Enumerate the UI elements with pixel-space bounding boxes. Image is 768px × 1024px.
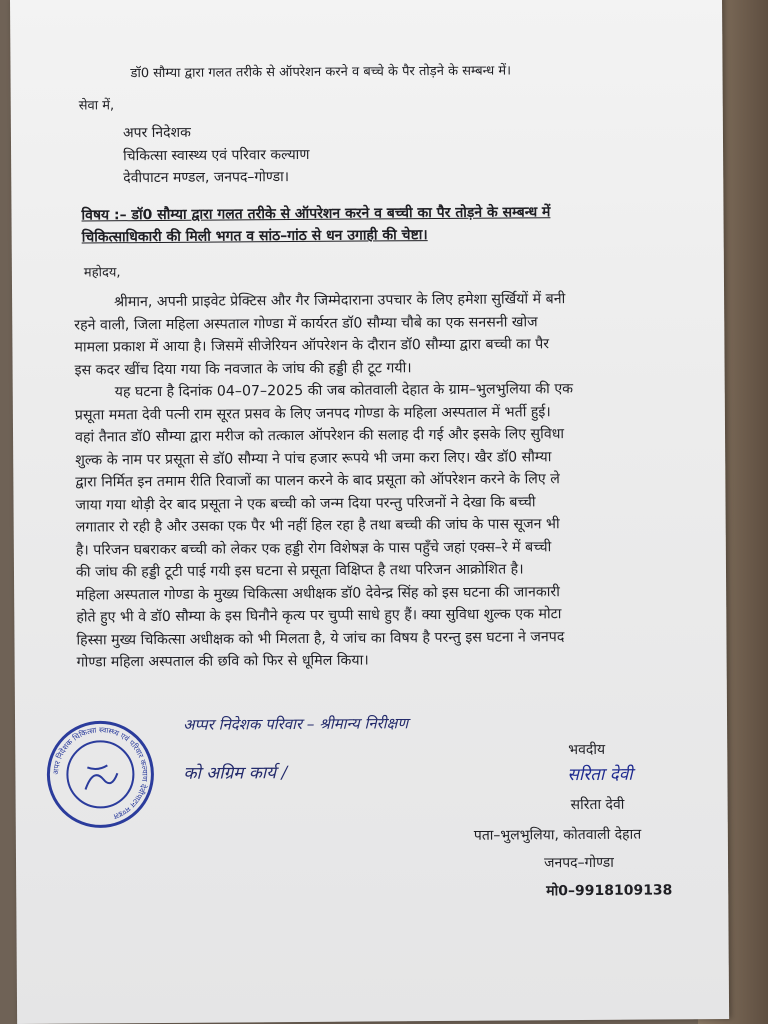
recipient-line-2: चिकित्सा स्वास्थ्य एवं परिवार कल्याण bbox=[123, 146, 310, 165]
body-line: होते हुए भी वे डॉ0 सौम्या के इस घिनौने कृत्य पर चुप्पी साधे हुए हैं। क्या सुविधा शुल्क एक मोटा bbox=[76, 606, 562, 626]
sender-district: जनपद–गोण्डा bbox=[543, 854, 614, 872]
to-label: सेवा में, bbox=[78, 98, 115, 114]
stamp-ring-text: अपर निदेशक चिकित्सा स्वास्थ्य एवं परिवार कल्याण देवीपाटन मण्डल bbox=[51, 725, 150, 822]
subject-block bbox=[81, 200, 691, 248]
body-line: गोण्डा महिला अस्पताल की छवि को फिर से धूमिल किया। bbox=[76, 652, 369, 671]
recipient-line-1: अपर निदेशक bbox=[122, 124, 191, 142]
letter-heading: डॉ0 सौम्या द्वारा गलत तरीके से ऑपरेशन करने व बच्चे के पैर तोड़ने के सम्बन्ध में। bbox=[130, 63, 512, 82]
body-line: वहां तैनात डॉ0 सौम्या द्वारा मरीज को तत्काल ऑपरेशन की सलाह दी गई और इसके लिए सुविधा bbox=[75, 426, 565, 446]
body-line: रहने वाली, जिला महिला अस्पताल गोण्डा में कार्यरत डॉ0 सौम्या चौबे का एक सनसनी खोज bbox=[74, 313, 538, 334]
sender-name: सरिता देवी bbox=[570, 796, 625, 814]
letter-page bbox=[10, 0, 729, 1024]
handwritten-endorsement: अप्पर निदेशक परिवार – श्रीमान्य निरीक्षण bbox=[183, 714, 409, 734]
body-line: द्वारा निर्मित इन तमाम रीति रिवाजों का पालन करने के बाद प्रसूता को ऑपरेशन करने के लिए ले bbox=[75, 471, 560, 491]
sender-mobile: मो0–9918109138 bbox=[546, 882, 673, 900]
body-line: लगातार रो रही है और उसका एक पैर भी नहीं हिल रहा है तथा बच्ची की जांघ के पास सूजन भी bbox=[75, 516, 560, 536]
body-line: जाया गया थोड़ी देर बाद प्रसूता ने एक बच्ची को जन्म दिया परन्तु परिजनों ने देखा कि बच्ची bbox=[75, 493, 536, 514]
body-line: महिला अस्पताल गोण्डा के मुख्य चिकित्सा अधीक्षक डॉ0 देवेन्द्र सिंह को इस घटना की जानकारी bbox=[76, 583, 560, 604]
recipient-line-3: देवीपाटन मण्डल, जनपद–गोण्डा। bbox=[123, 169, 290, 187]
subject-line-2: चिकित्साधिकारी की मिली भगत व सांठ–गांठ से धन उगाही की चेष्टा। bbox=[81, 227, 428, 246]
handwritten-instruction: को अग्रिम कार्य / bbox=[183, 763, 288, 784]
sender-address: पता–भुलभुलिया, कोतवाली देहात bbox=[473, 826, 642, 844]
closing: भवदीय bbox=[568, 741, 606, 759]
official-stamp bbox=[45, 719, 156, 830]
body-line: शुल्क के नाम पर प्रसूता से डॉ0 सौम्या ने पांच हजार रूपये भी जमा करा लिए। खैर डॉ0 सौम्या bbox=[75, 448, 552, 469]
signature: सरिता देवी bbox=[567, 764, 633, 786]
body-line: मामला प्रकाश में आया है। जिसमें सीजेरियन ऑपरेशन के दौरान डॉ0 सौम्या द्वारा बच्ची का पैर bbox=[74, 336, 550, 356]
body-line: प्रसूता ममता देवी पत्नी राम सूरत प्रसव के लिए जनपद गोण्डा के महिला अस्पताल में भर्ती हुई। bbox=[74, 403, 551, 424]
body-line: इस कदर खींच दिया गया कि नवजात के जांघ की हड्डी ही टूट गयी। bbox=[74, 359, 412, 379]
body-line: है। परिजन घबराकर बच्ची को लेकर एक हड्डी रोग विशेषज्ञ के पास पहुँचे जहां एक्स–रे में बच्ची bbox=[75, 538, 552, 559]
body-line: श्रीमान, अपनी प्राइवेट प्रेक्टिस और गैर जिम्मेदाराना उपचार के लिए हमेशा सुर्खियों में बनी bbox=[114, 291, 566, 311]
body-line: हिस्सा मुख्य चिकित्सा अधीक्षक को भी मिलता है, ये जांच का विषय है परन्तु इस घटना ने जनपद bbox=[76, 628, 565, 649]
subject-line-1: विषय :– डॉ0 सौम्या द्वारा गलत तरीके से ऑपरेशन करने व बच्ची का पैर तोड़ने के सम्बन्ध में bbox=[81, 204, 551, 224]
salutation: महोदय, bbox=[83, 265, 121, 281]
body-line: की जांघ की हड्डी टूटी पाई गयी इस घटना से प्रसूता विक्षिप्त है तथा परिजन आक्रोशित है। bbox=[75, 561, 524, 581]
body-line: यह घटना है दिनांक 04–07–2025 की जब कोतवाली देहात के ग्राम–भुलभुलिया की एक bbox=[114, 381, 574, 401]
letter-body bbox=[74, 287, 717, 674]
